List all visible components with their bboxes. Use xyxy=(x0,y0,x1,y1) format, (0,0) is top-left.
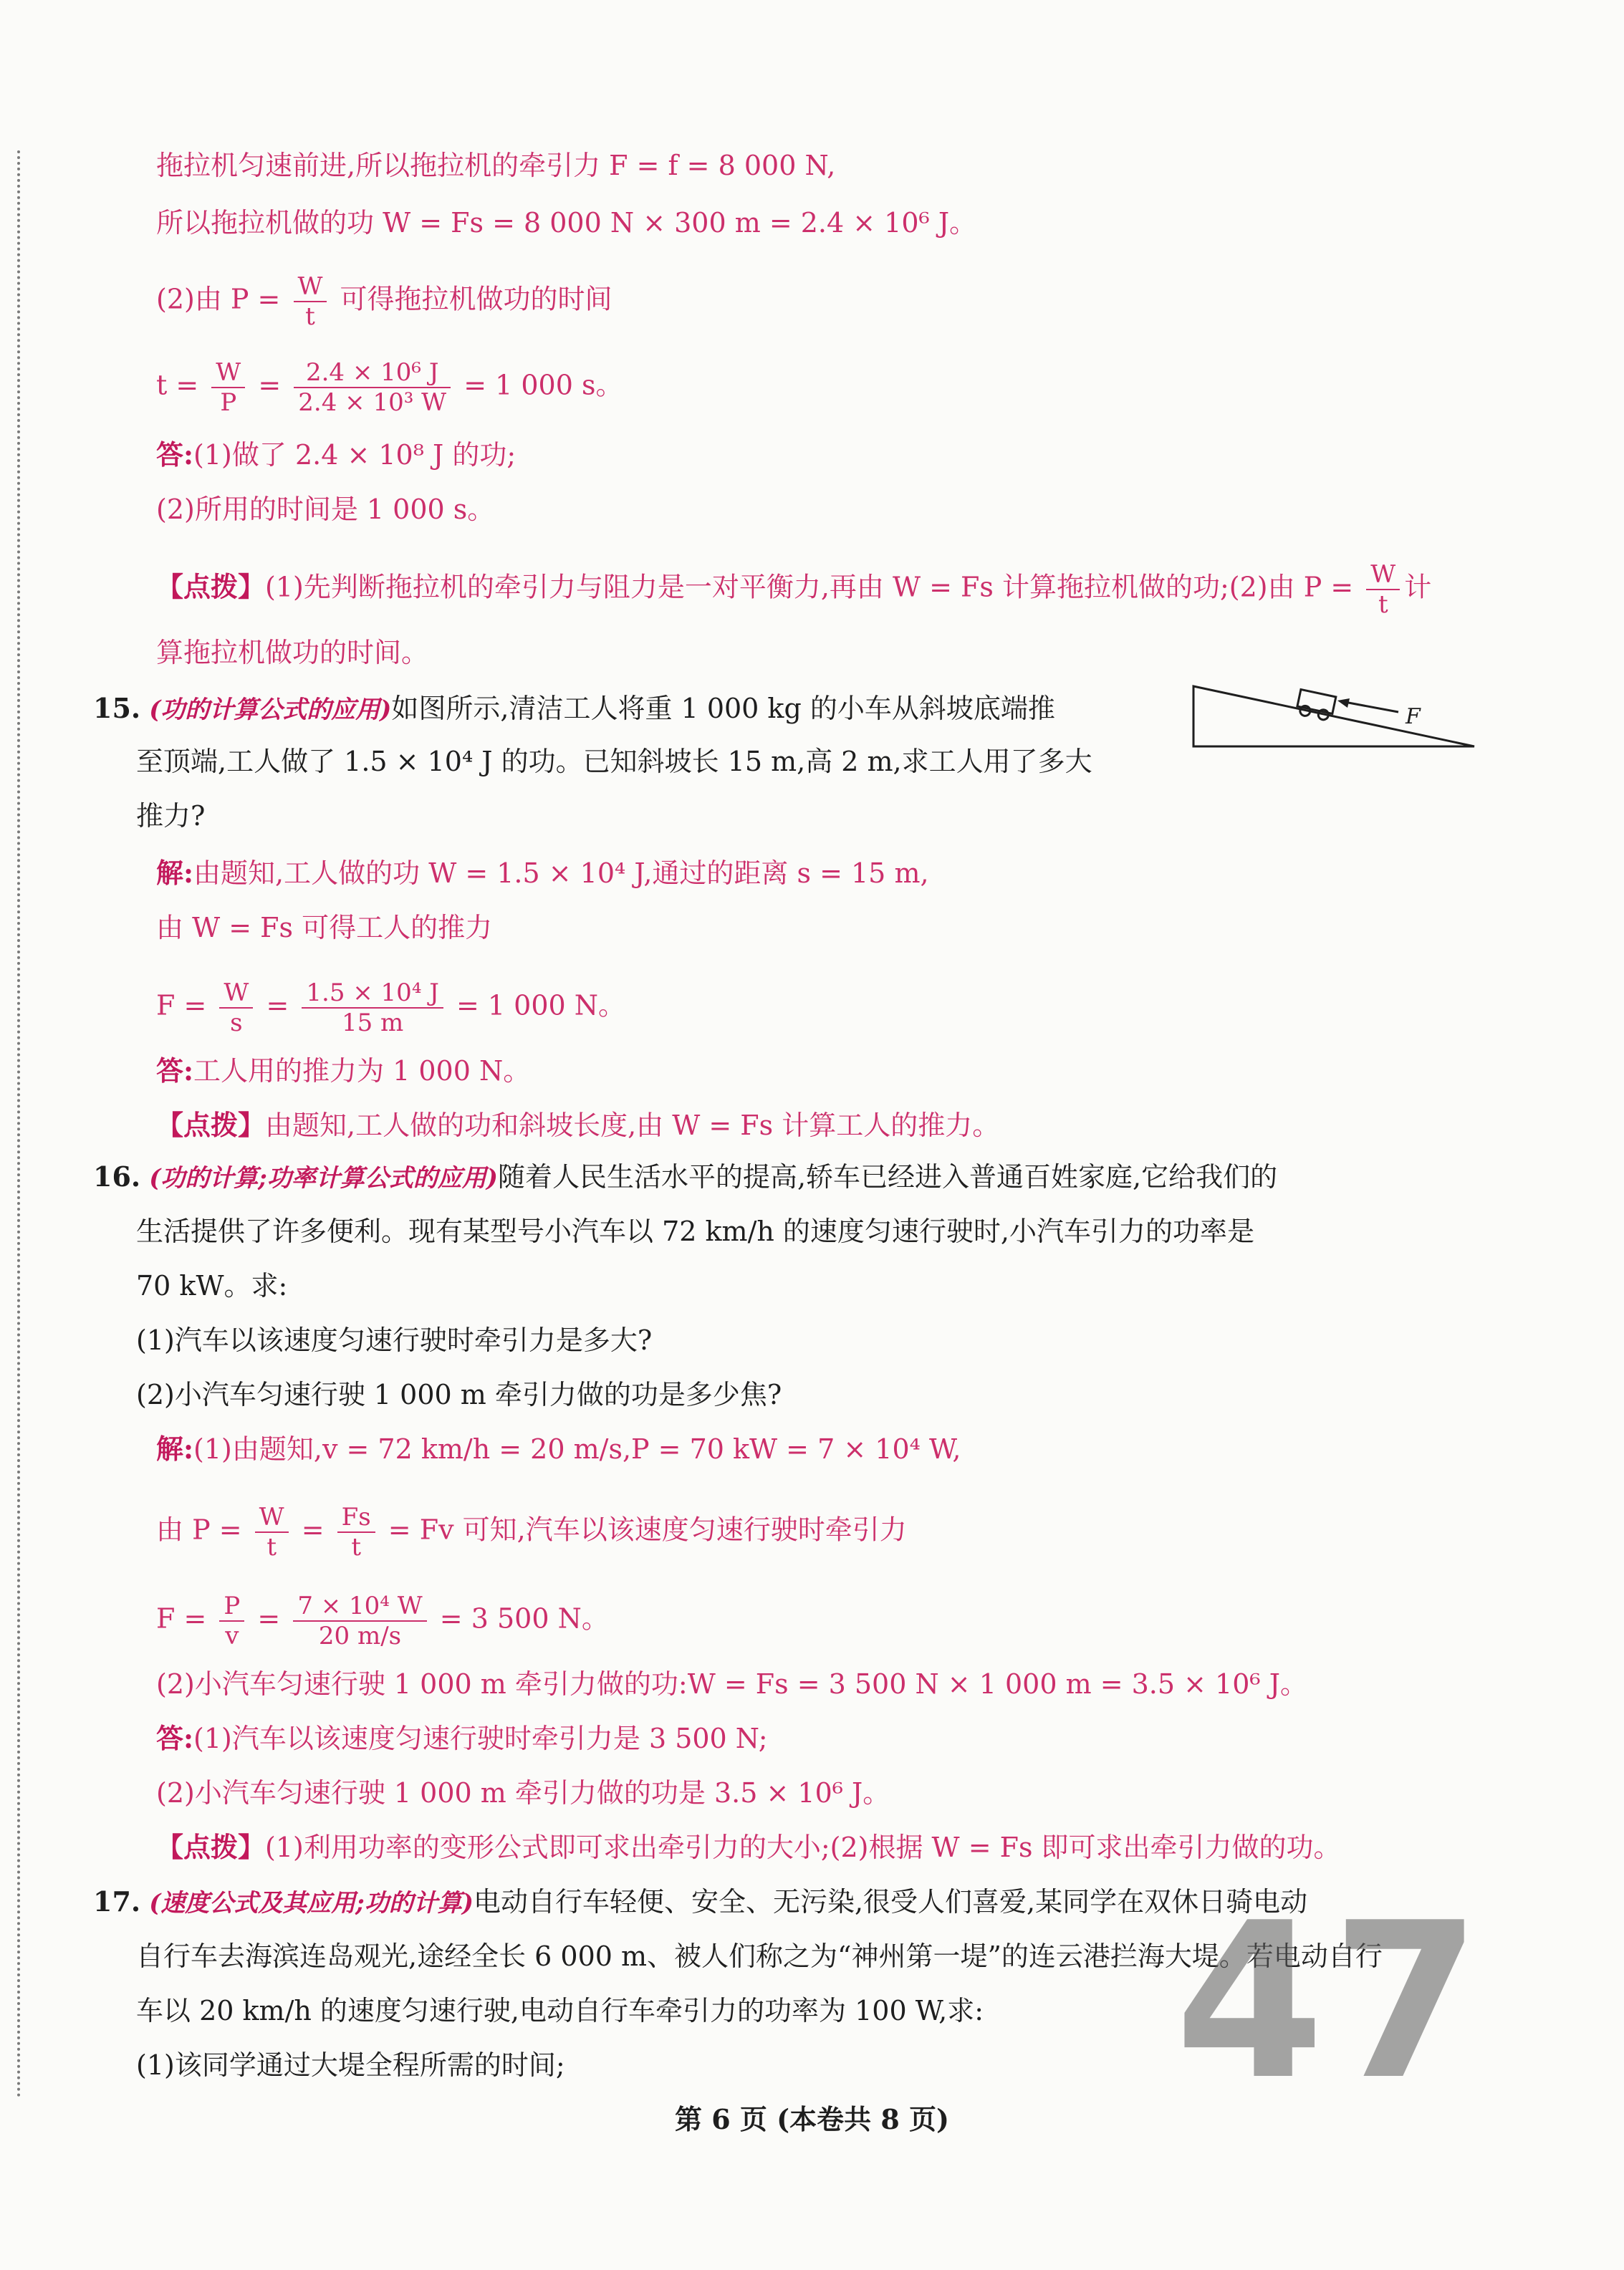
page-footer: 第 6 页 (本卷共 8 页) xyxy=(675,2103,949,2135)
answer-line: 答:(1)汽车以该速度匀速行驶时牵引力是 3 500 N; xyxy=(156,1722,768,1754)
solution-line: 所以拖拉机做的功 W = Fs = 8 000 N × 300 m = 2.4 × 10⁶ J。 xyxy=(156,207,977,239)
fraction: $\frac{W}{t}$ xyxy=(255,1503,289,1562)
question-17: 17. (速度公式及其应用;功的计算)电动自行车轻便、安全、无污染,很受人们喜爱,某同学在双休日骑电动 xyxy=(93,1885,1308,1918)
answer-line: 答:工人用的推力为 1 000 N。 xyxy=(156,1054,531,1087)
solution-line: 拖拉机匀速前进,所以拖拉机的牵引力 F = f = 8 000 N, xyxy=(156,150,836,181)
fraction: $\frac{W}{s}$ xyxy=(219,978,253,1037)
force-label: F xyxy=(1406,704,1421,729)
question-line: 推力? xyxy=(136,800,206,832)
fraction: $\frac{W}{t}$ xyxy=(294,272,327,331)
page-badge: 47 xyxy=(1175,1877,1489,2127)
answer-line: (2)小汽车匀速行驶 1 000 m 牵引力做的功是 3.5 × 10⁶ J。 xyxy=(156,1777,890,1809)
question-line: (1)汽车以该速度匀速行驶时牵引力是多大? xyxy=(136,1324,653,1356)
solution-line: F = $\frac{W}{s}$ = $\frac{\text{1.5 × 10⁴ J}}{15 m}$ = 1 000 N。 xyxy=(156,978,626,1037)
tip-line: 算拖拉机做功的时间。 xyxy=(156,637,429,668)
fraction: $\frac{W}{t}$ xyxy=(1366,560,1400,619)
solution-line: (2)小汽车匀速行驶 1 000 m 牵引力做的功:W = Fs = 3 500 N × 1 000 m = 3.5 × 10⁶ J。 xyxy=(156,1668,1307,1700)
fraction: $\frac{Fs}{t}$ xyxy=(337,1503,375,1562)
question-16: 16. (功的计算;功率计算公式的应用)随着人民生活水平的提高,轿车已经进入普通百姓家庭,它给我们的 xyxy=(93,1160,1278,1193)
fraction: $\frac{P}{v}$ xyxy=(219,1592,244,1650)
question-line: 生活提供了许多便利。现有某型号小汽车以 72 km/h 的速度匀速行驶时,小汽车引力的功率是 xyxy=(136,1216,1255,1247)
question-line: 70 kW。求: xyxy=(136,1270,288,1302)
solution-line: 由 W = Fs 可得工人的推力 xyxy=(156,912,493,943)
question-line: (1)该同学通过大堤全程所需的时间; xyxy=(136,2049,565,2081)
question-line: 车以 20 km/h 的速度匀速行驶,电动自行车牵引力的功率为 100 W,求: xyxy=(136,1995,984,2026)
fraction: $\frac{\text{1.5 × 10⁴ J}}{15 m}$ xyxy=(302,978,443,1037)
answer-line: 答:(1)做了 2.4 × 10⁸ J 的功; xyxy=(156,438,516,471)
fraction: $\frac{\text{2.4 × 10⁶ J}}{\text{2.4 × 10³ W}}$ xyxy=(294,358,451,417)
question-15: 15. (功的计算公式的应用)如图所示,清洁工人将重 1 000 kg 的小车从斜坡底端推 xyxy=(93,692,1055,724)
tip-line: 【点拨】(1)先判断拖拉机的牵引力与阻力是一对平衡力,再由 W = Fs 计算拖拉机做的功;(2)由 P = $\frac{W}{t}$ 计 xyxy=(156,560,1432,619)
tip-line: 【点拨】由题知,工人做的功和斜坡长度,由 W = Fs 计算工人的推力。 xyxy=(156,1109,1000,1141)
solution-line: (2)由 P = $\frac{W}{t}$ 可得拖拉机做功的时间 xyxy=(156,272,612,331)
slope-figure xyxy=(1191,680,1477,762)
solution-line: t = $\frac{W}{P}$ = $\frac{\text{2.4 × 10⁶ J}}{\text{2.4 × 10³ W}}$ = 1 000 s。 xyxy=(156,358,623,417)
binding-margin-dots xyxy=(17,150,20,2099)
question-line: 自行车去海滨连岛观光,途经全长 6 000 m、被人们称之为“神州第一堤”的连云港拦海大堤。若电动自行 xyxy=(136,1940,1383,1972)
answer-line: (2)所用的时间是 1 000 s。 xyxy=(156,494,495,525)
solution-line: F = $\frac{P}{v}$ = $\frac{\text{7 × 10⁴ W}}{20 m/s}$ = 3 500 N。 xyxy=(156,1592,609,1650)
solution-line: 解:(1)由题知,v = 72 km/h = 20 m/s,P = 70 kW = 7 × 10⁴ W, xyxy=(156,1433,961,1465)
tip-line: 【点拨】(1)利用功率的变形公式即可求出牵引力的大小;(2)根据 W = Fs 即可求出牵引力做的功。 xyxy=(156,1831,1341,1863)
fraction: $\frac{\text{7 × 10⁴ W}}{20 m/s}$ xyxy=(293,1592,426,1650)
question-line: 至顶端,工人做了 1.5 × 10⁴ J 的功。已知斜坡长 15 m,高 2 m,求工人用了多大 xyxy=(136,746,1092,777)
question-line: (2)小汽车匀速行驶 1 000 m 牵引力做的功是多少焦? xyxy=(136,1379,782,1410)
solution-line: 解:由题知,工人做的功 W = 1.5 × 10⁴ J,通过的距离 s = 15 m, xyxy=(156,857,929,889)
fraction: $\frac{W}{P}$ xyxy=(211,358,245,417)
solution-line: 由 P = $\frac{W}{t}$ = $\frac{Fs}{t}$ = Fv 可知,汽车以该速度匀速行驶时牵引力 xyxy=(156,1503,907,1562)
